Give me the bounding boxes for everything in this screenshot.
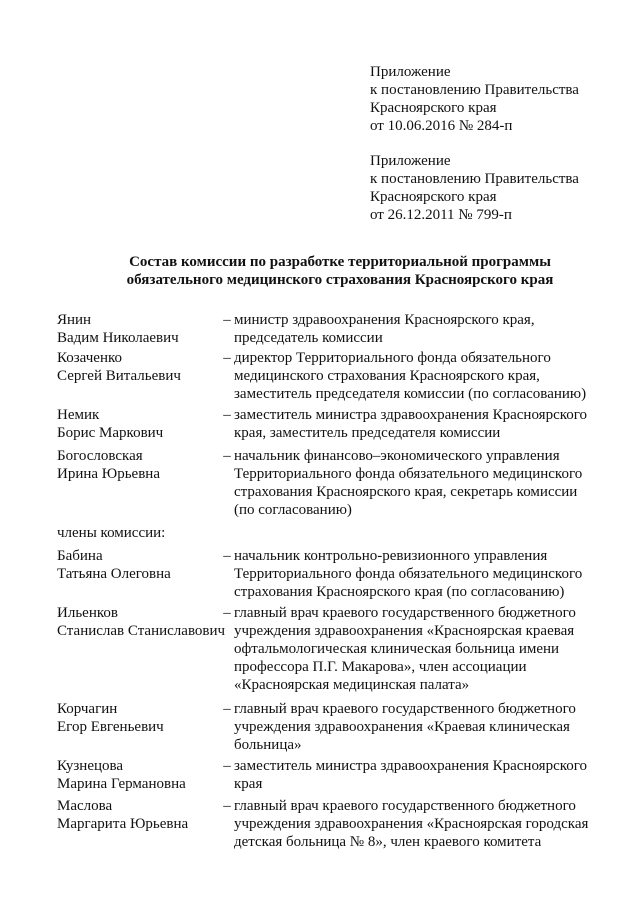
dash-separator: –	[223, 407, 231, 423]
person-given-name: Сергей Витальевич	[57, 368, 181, 384]
person-name	[57, 547, 227, 583]
person-role	[234, 604, 604, 694]
person-name	[57, 797, 227, 833]
person-surname: Немик	[57, 407, 100, 423]
role-line: детская больница № 8», член краевого комитета	[234, 834, 542, 850]
appendix-current-block	[370, 63, 620, 135]
role-line: главный врач краевого государственного бюджетного	[234, 798, 576, 814]
role-line: начальник финансово–экономического управления	[234, 448, 560, 464]
person-role	[234, 349, 604, 403]
appendix-original-line: Приложение	[370, 153, 451, 169]
appendix-current-line: Приложение	[370, 64, 451, 80]
person-given-name: Ирина Юрьевна	[57, 466, 160, 482]
role-line: офтальмологическая клиническая больница имени	[234, 641, 560, 657]
role-line: учреждения здравоохранения «Краевая клиническая	[234, 719, 570, 735]
person-given-name: Марина Германовна	[57, 776, 186, 792]
role-line: страхования Красноярского края (по согласованию)	[234, 584, 565, 600]
role-line: профессора П.Г. Макарова», член ассоциации	[234, 659, 527, 675]
person-name	[57, 757, 227, 793]
document-title	[40, 253, 640, 289]
role-line: Территориального фонда обязательного медицинского	[234, 466, 583, 482]
title-line: обязательного медицинского страхования Красноярского края	[126, 272, 554, 288]
role-line: заместитель министра здравоохранения Красноярского	[234, 758, 588, 774]
role-line: (по согласованию)	[234, 502, 352, 518]
person-surname: Кузнецова	[57, 758, 124, 774]
person-surname: Ильенков	[57, 605, 118, 621]
person-role	[234, 700, 604, 754]
person-name	[57, 604, 227, 640]
person-given-name: Егор Евгеньевич	[57, 719, 164, 735]
role-line: заместитель министра здравоохранения Красноярского	[234, 407, 588, 423]
person-name	[57, 349, 227, 385]
title-line: Состав комиссии по разработке территориальной программы	[129, 254, 551, 270]
role-line: Территориального фонда обязательного медицинского	[234, 566, 583, 582]
dash-separator: –	[223, 798, 231, 814]
dash-separator: –	[223, 350, 231, 366]
role-line: учреждения здравоохранения «Красноярская городская	[234, 816, 589, 832]
appendix-original-block	[370, 152, 620, 224]
person-role	[234, 406, 604, 442]
dash-separator: –	[223, 312, 231, 328]
dash-separator: –	[223, 701, 231, 717]
person-given-name: Маргарита Юрьевна	[57, 816, 189, 832]
person-surname: Маслова	[57, 798, 113, 814]
person-surname: Козаченко	[57, 350, 122, 366]
appendix-current-date-line: от 10.06.2016 № 284-п	[370, 118, 513, 134]
members-section-label: члены комиссии:	[57, 525, 166, 541]
person-name	[57, 447, 227, 483]
person-surname: Янин	[57, 312, 92, 328]
dash-separator: –	[223, 605, 231, 621]
person-name	[57, 406, 227, 442]
role-line: больница»	[234, 737, 302, 753]
person-name	[57, 700, 227, 736]
person-role	[234, 797, 604, 851]
appendix-current-line: к постановлению Правительства	[370, 82, 579, 98]
role-line: страхования Красноярского края, секретарь комиссии	[234, 484, 578, 500]
role-line: заместитель председателя комиссии (по согласованию)	[234, 386, 587, 402]
role-line: края	[234, 776, 263, 792]
appendix-original-date-line: от 26.12.2011 № 799-п	[370, 207, 512, 223]
appendix-original-line: Красноярского края	[370, 189, 497, 205]
role-line: «Красноярская медицинская палата»	[234, 677, 470, 693]
appendix-original-line: к постановлению Правительства	[370, 171, 579, 187]
person-name	[57, 311, 227, 347]
dash-separator: –	[223, 758, 231, 774]
person-surname: Бабина	[57, 548, 103, 564]
person-role	[234, 311, 604, 347]
person-role	[234, 547, 604, 601]
role-line: начальник контрольно-ревизионного управления	[234, 548, 548, 564]
role-line: председатель комиссии	[234, 330, 383, 346]
role-line: министр здравоохранения Красноярского края,	[234, 312, 535, 328]
person-surname: Богословская	[57, 448, 143, 464]
person-given-name: Борис Маркович	[57, 425, 164, 441]
appendix-current-line: Красноярского края	[370, 100, 497, 116]
person-given-name: Татьяна Олеговна	[57, 566, 171, 582]
role-line: медицинского страхования Красноярского края,	[234, 368, 540, 384]
role-line: края, заместитель председателя комиссии	[234, 425, 501, 441]
person-role	[234, 447, 604, 519]
person-surname: Корчагин	[57, 701, 118, 717]
role-line: директор Территориального фонда обязательного	[234, 350, 551, 366]
dash-separator: –	[223, 548, 231, 564]
person-given-name: Станислав Станиславович	[57, 623, 226, 639]
person-role	[234, 757, 604, 793]
person-given-name: Вадим Николаевич	[57, 330, 179, 346]
role-line: главный врач краевого государственного бюджетного	[234, 605, 576, 621]
dash-separator: –	[223, 448, 231, 464]
role-line: учреждения здравоохранения «Красноярская краевая	[234, 623, 575, 639]
role-line: главный врач краевого государственного бюджетного	[234, 701, 576, 717]
